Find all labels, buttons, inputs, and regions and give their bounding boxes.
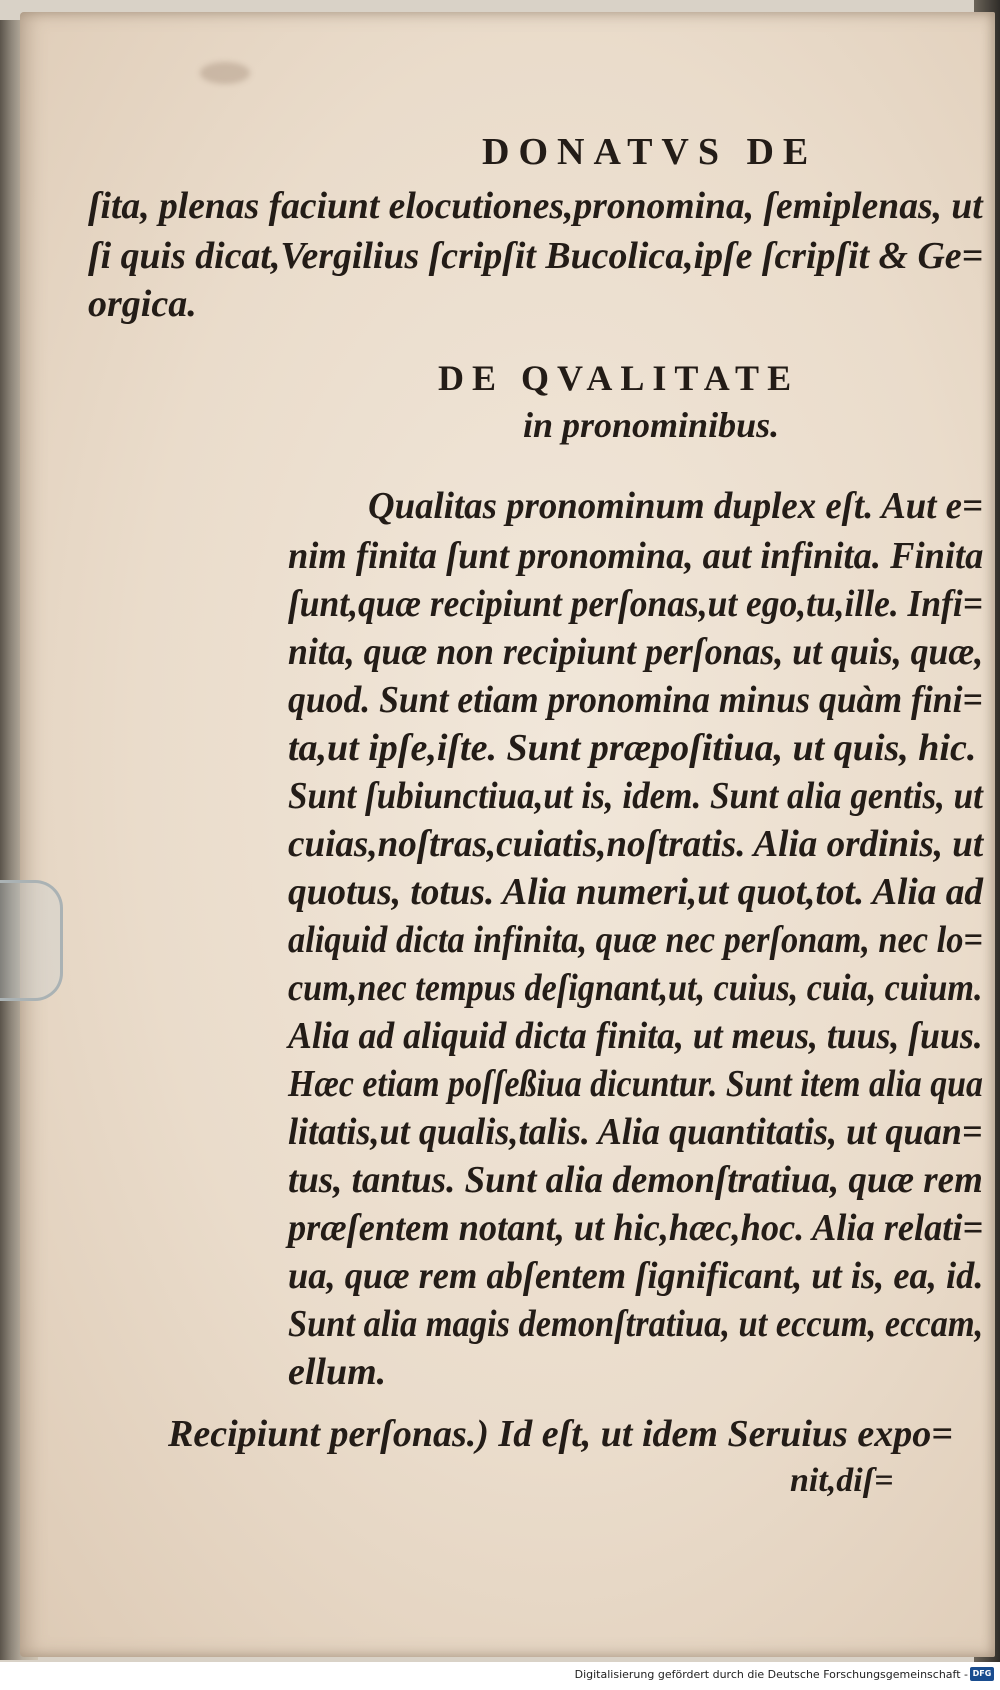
section-title: DE QVALITATE	[438, 358, 800, 398]
footer-credit: Digitalisierung gefördert durch die Deutsche Forschungsgemeinschaft -	[574, 1668, 968, 1681]
commentary-line: Recipiunt perſonas.) Id eſt, ut idem Seruius expo=	[168, 1413, 953, 1455]
body-line: quotus, totus. Alia numeri,ut quot,tot. Alia ad	[288, 871, 984, 913]
body-line: ta,ut ipſe,iſte. Sunt præpoſitiua, ut quis, hic.	[288, 727, 977, 769]
body-line: Qualitas pronominum duplex eſt. Aut e=	[368, 485, 984, 527]
body-line: Alia ad aliquid dicta finita, ut meus, tuus, ſuus.	[288, 1015, 983, 1057]
body-line: litatis,ut qualis,talis. Alia quantitatis, ut quan=	[288, 1111, 983, 1153]
page-stain	[200, 62, 250, 84]
footer-bar	[0, 1662, 1000, 1690]
body-line: Sunt ſubiunctiua,ut is, idem. Sunt alia gentis, ut	[288, 775, 983, 817]
body-line: tus, tantus. Sunt alia demonſtratiua, quæ rem	[288, 1159, 983, 1201]
body-line: ellum.	[288, 1351, 387, 1393]
intro-line: orgica.	[88, 283, 197, 325]
body-line: Hæc etiam poſſeßiua dicuntur. Sunt item alia qua	[288, 1063, 983, 1105]
intro-line: ſita, plenas faciunt elocutiones,pronomina, ſemiplenas, ut	[88, 185, 983, 227]
book-page	[20, 12, 995, 1657]
body-line: ua, quæ rem abſentem ſignificant, ut is, ea, id.	[288, 1255, 984, 1297]
body-line: nita, quæ non recipiunt perſonas, ut quis, quæ,	[288, 631, 984, 673]
dfg-logo-icon: DFG	[970, 1667, 994, 1681]
catchword: nit,diſ=	[790, 1462, 894, 1499]
body-line: quod. Sunt etiam pronomina minus quàm fini=	[288, 679, 983, 721]
running-head: DONATVS DE	[482, 131, 818, 173]
body-line: cuias,noſtras,cuiatis,noſtratis. Alia ordinis, ut	[288, 823, 984, 865]
page-clip	[0, 880, 63, 1001]
section-subtitle: in pronominibus.	[523, 405, 780, 445]
body-line: aliquid dicta infinita, quæ nec perſonam, nec lo=	[288, 919, 984, 961]
body-line: Sunt alia magis demonſtratiua, ut eccum, eccam,	[288, 1303, 984, 1345]
body-line: nim finita ſunt pronomina, aut infinita. Finita	[288, 535, 984, 577]
body-line: præſentem notant, ut hic,hæc,hoc. Alia relati=	[288, 1207, 984, 1249]
intro-line: ſi quis dicat,Vergilius ſcripſit Bucolica,ipſe ſcripſit & Ge=	[88, 235, 984, 277]
body-line: ſunt,quæ recipiunt perſonas,ut ego,tu,ille. Infi=	[288, 583, 983, 625]
body-line: cum,nec tempus deſignant,ut, cuius, cuia, cuium.	[288, 967, 983, 1009]
